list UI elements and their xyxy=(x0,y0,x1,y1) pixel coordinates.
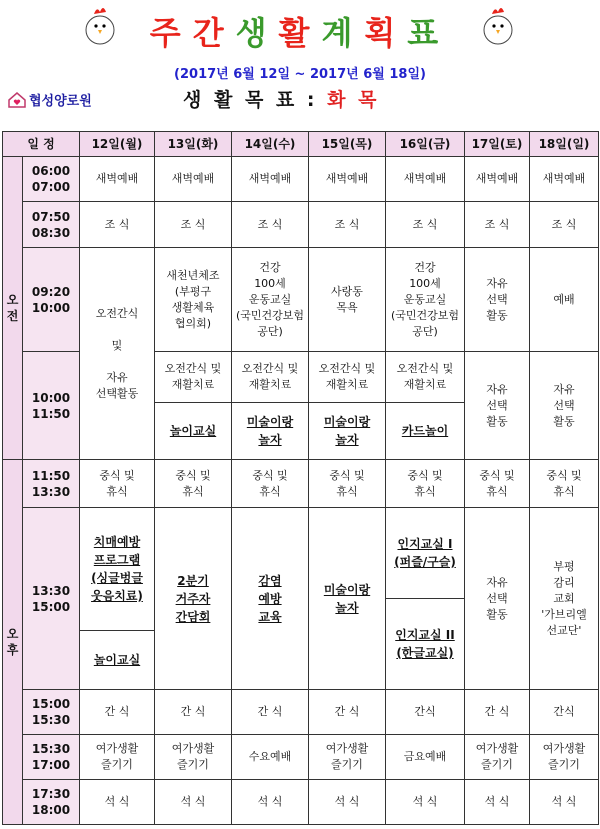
schedule-cell: 새벽예배 xyxy=(232,157,309,202)
schedule-cell: 간식 xyxy=(530,690,599,735)
schedule-cell xyxy=(386,352,465,460)
schedule-cell: 2분기 거주자 간담회 xyxy=(155,508,232,690)
schedule-cell: 자유 선택 활동 xyxy=(530,352,599,460)
day-header: 17일(토) xyxy=(465,132,530,157)
schedule-cell: 여가생활 즐기기 xyxy=(530,735,599,780)
schedule-cell xyxy=(309,352,386,460)
program-label: 카드놀이 xyxy=(401,424,449,438)
schedule-cell xyxy=(80,508,155,690)
time-cell: 10:00 11:50 xyxy=(23,352,80,460)
time-cell: 06:00 07:00 xyxy=(23,157,80,202)
snack-therapy: 오전간식 및 재활치료 xyxy=(155,352,231,403)
schedule-cell: 여가생활 즐기기 xyxy=(465,735,530,780)
schedule-cell: 조 식 xyxy=(309,202,386,248)
day-header: 15일(목) xyxy=(309,132,386,157)
time-cell: 11:50 13:30 xyxy=(23,460,80,508)
schedule-cell: 간식 xyxy=(386,690,465,735)
schedule-cell: 새벽예배 xyxy=(80,157,155,202)
time-cell: 07:50 08:30 xyxy=(23,202,80,248)
program-label: 미술이랑 놀자 xyxy=(323,415,371,447)
house-heart-icon xyxy=(8,92,26,108)
day-header: 12일(월) xyxy=(80,132,155,157)
time-cell: 15:30 17:00 xyxy=(23,735,80,780)
schedule-cell: 자유 선택 활동 xyxy=(465,508,530,690)
schedule-cell: 간 식 xyxy=(80,690,155,735)
header xyxy=(0,0,600,130)
schedule-cell: 간 식 xyxy=(232,690,309,735)
schedule-cell: 조 식 xyxy=(386,202,465,248)
table-row xyxy=(3,248,599,352)
table-row xyxy=(3,690,599,735)
program-label: 치매예방 프로그램 (싱글벙글 웃음치료) xyxy=(80,508,154,631)
title-char: 주 xyxy=(149,14,193,52)
schedule-cell: 석 식 xyxy=(232,780,309,825)
schedule-cell: 여가생활 즐기기 xyxy=(80,735,155,780)
schedule-cell: 새벽예배 xyxy=(465,157,530,202)
life-goal xyxy=(183,85,379,112)
title-char: 표 xyxy=(407,14,451,52)
table-row xyxy=(3,508,599,690)
snack-therapy: 오전간식 및 재활치료 xyxy=(309,352,385,403)
am-label: 오 전 xyxy=(3,157,23,460)
schedule-cell: 미술이랑 놀자 xyxy=(309,508,386,690)
program-label: 인지교실 II (한글교실) xyxy=(395,628,455,660)
corner-header: 일 정 xyxy=(3,132,80,157)
day-header: 13일(화) xyxy=(155,132,232,157)
table-row xyxy=(3,735,599,780)
time-cell: 15:00 15:30 xyxy=(23,690,80,735)
schedule-cell xyxy=(155,352,232,460)
schedule-cell: 간 식 xyxy=(309,690,386,735)
time-cell: 09:20 10:00 xyxy=(23,248,80,352)
day-header: 14일(수) xyxy=(232,132,309,157)
schedule-cell: 중식 및 휴식 xyxy=(530,460,599,508)
snack-therapy: 오전간식 및 재활치료 xyxy=(232,352,308,403)
organization-name: 협성양로원 xyxy=(29,94,92,109)
schedule-cell: 석 식 xyxy=(530,780,599,825)
schedule-cell: 새벽예배 xyxy=(155,157,232,202)
weekly-schedule-table xyxy=(2,131,599,825)
program-label: 놀이교실 xyxy=(93,653,141,667)
schedule-cell: 조 식 xyxy=(530,202,599,248)
schedule-cell: 중식 및 휴식 xyxy=(465,460,530,508)
title-char: 간 xyxy=(192,14,236,52)
time-cell: 17:30 18:00 xyxy=(23,780,80,825)
schedule-cell: 중식 및 휴식 xyxy=(80,460,155,508)
title-char: 획 xyxy=(364,14,408,52)
schedule-cell: 새벽예배 xyxy=(530,157,599,202)
title-char: 활 xyxy=(278,14,322,52)
schedule-period: (2017년 6월 12일 ~ 2017년 6월 18일) xyxy=(174,67,426,82)
day-header: 16일(금) xyxy=(386,132,465,157)
schedule-cell: 건강 100세 운동교실 (국민건강보험 공단) xyxy=(386,248,465,352)
pm-label: 오 후 xyxy=(3,460,23,825)
schedule-cell: 석 식 xyxy=(80,780,155,825)
schedule-cell: 새벽예배 xyxy=(309,157,386,202)
day-header: 18일(일) xyxy=(530,132,599,157)
table-row xyxy=(3,460,599,508)
schedule-cell: 조 식 xyxy=(465,202,530,248)
schedule-cell: 석 식 xyxy=(155,780,232,825)
schedule-cell: 여가생활 즐기기 xyxy=(309,735,386,780)
schedule-cell: 자유 선택 활동 xyxy=(465,352,530,460)
organization xyxy=(8,90,92,109)
program-label: 놀이교실 xyxy=(169,424,217,438)
schedule-cell: 석 식 xyxy=(309,780,386,825)
schedule-cell: 부평 감리 교회 '가브리엘 선교단' xyxy=(530,508,599,690)
schedule-cell: 조 식 xyxy=(80,202,155,248)
schedule-cell: 오전간식 및 자유 선택활동 xyxy=(80,248,155,460)
schedule-cell: 조 식 xyxy=(232,202,309,248)
schedule-cell: 수요예배 xyxy=(232,735,309,780)
schedule-cell: 건강 100세 운동교실 (국민건강보험 공단) xyxy=(232,248,309,352)
schedule-cell: 새천년체조 (부평구 생활체육 협의회) xyxy=(155,248,232,352)
schedule-cell: 중식 및 휴식 xyxy=(386,460,465,508)
table-row xyxy=(3,780,599,825)
schedule-cell: 중식 및 휴식 xyxy=(155,460,232,508)
schedule-cell: 간 식 xyxy=(465,690,530,735)
schedule-cell: 금요예배 xyxy=(386,735,465,780)
table-header-row xyxy=(3,132,599,157)
schedule-cell: 조 식 xyxy=(155,202,232,248)
title-char: 생 xyxy=(235,14,279,52)
schedule-cell xyxy=(386,508,465,690)
schedule-cell: 석 식 xyxy=(386,780,465,825)
schedule-cell: 자유 선택 활동 xyxy=(465,248,530,352)
table-row xyxy=(3,157,599,202)
schedule-cell: 감염 예방 교육 xyxy=(232,508,309,690)
title-char: 계 xyxy=(321,14,365,52)
goal-label: 생 활 목 표 : xyxy=(183,89,318,111)
schedule-cell: 새벽예배 xyxy=(386,157,465,202)
schedule-cell: 여가생활 즐기기 xyxy=(155,735,232,780)
page-title xyxy=(0,8,600,54)
table-row xyxy=(3,202,599,248)
time-cell: 13:30 15:00 xyxy=(23,508,80,690)
snack-therapy: 오전간식 및 재활치료 xyxy=(386,352,464,403)
schedule-cell: 중식 및 휴식 xyxy=(309,460,386,508)
schedule-cell: 사랑동 목욕 xyxy=(309,248,386,352)
schedule-cell: 중식 및 휴식 xyxy=(232,460,309,508)
goal-value: 화 목 xyxy=(327,89,380,111)
schedule-cell xyxy=(232,352,309,460)
program-label: 미술이랑 놀자 xyxy=(246,415,294,447)
schedule-cell: 석 식 xyxy=(465,780,530,825)
schedule-cell: 간 식 xyxy=(155,690,232,735)
schedule-cell: 예배 xyxy=(530,248,599,352)
program-label: 인지교실 I (퍼즐/구슬) xyxy=(386,508,464,599)
